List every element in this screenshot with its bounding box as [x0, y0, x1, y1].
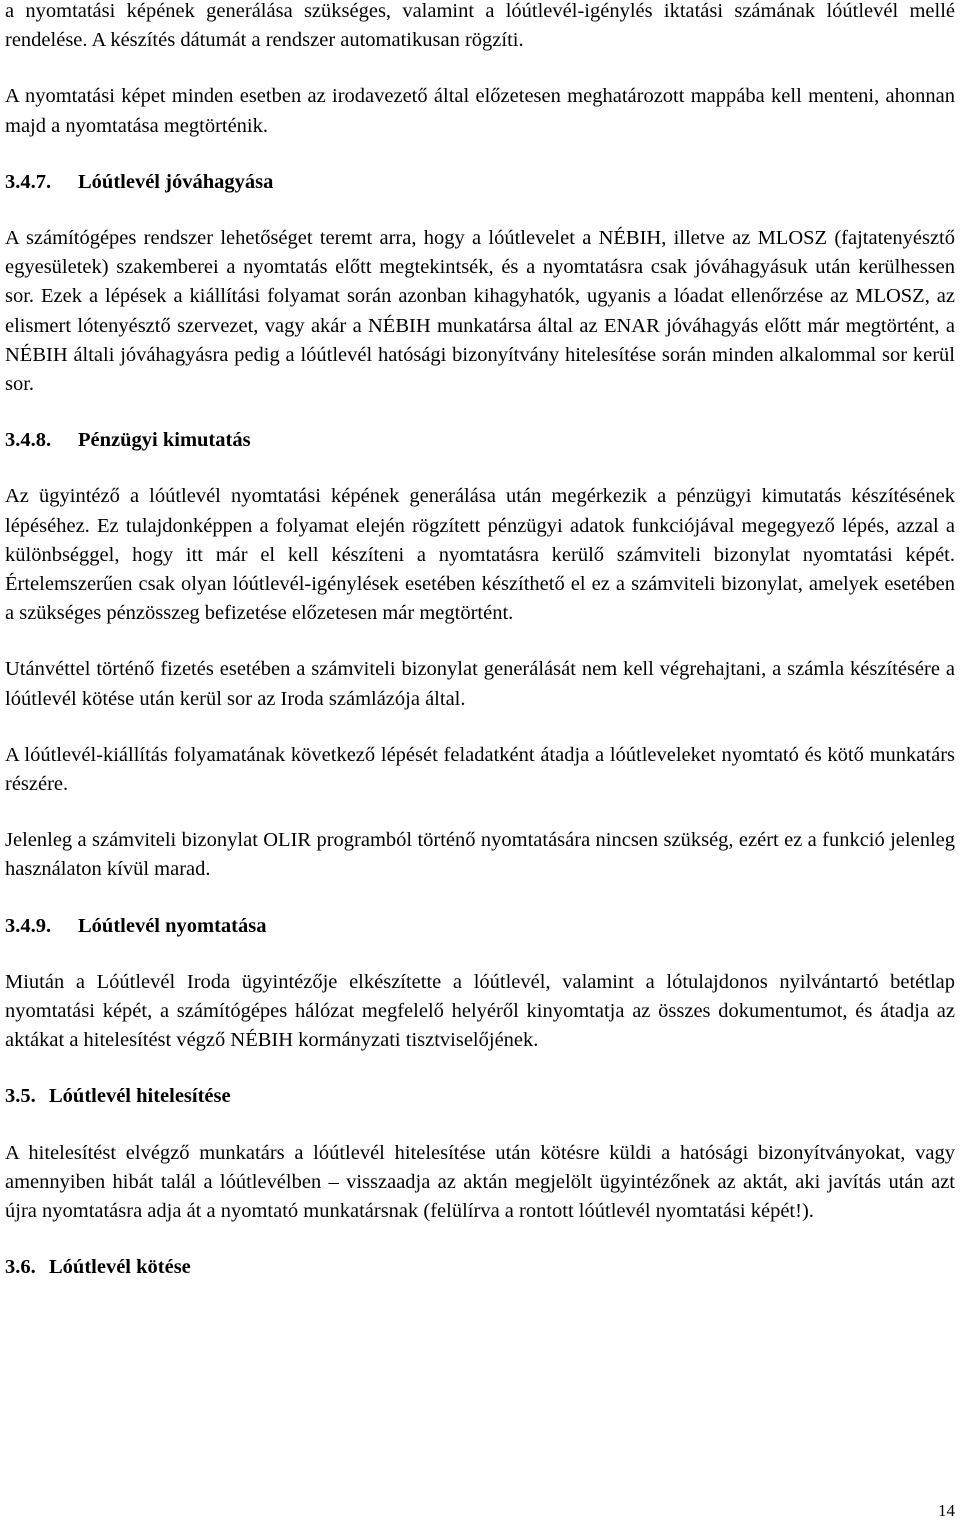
section-heading-3-5	[5, 1082, 955, 1111]
section-number: 3.4.9.	[5, 914, 52, 937]
page-content	[5, 0, 955, 1283]
paragraph-3-4-9: Miután a Lóútlevél Iroda ügyintézője elkészítette a lóútlevél, valamint a lótulajdonos nyilvántartó betétlap nyomtatási képét, a számítógépes hálózat megfelelő helyéről kinyomtatja az összes dokumentumot, és átadja az aktákat a hitelesítést végző NÉBIH kormányzati tisztviselőjének.	[5, 970, 955, 1052]
section-heading-3-4-7	[5, 168, 955, 197]
section-title: Pénzügyi kimutatás	[78, 429, 251, 452]
paragraph-intro-2: A nyomtatási képet minden esetben az irodavezető által előzetesen meghatározott mappába kell menteni, ahonnan majd a nyomtatása megtörténik.	[5, 85, 955, 137]
section-number: 3.4.7.	[5, 170, 52, 193]
paragraph-3-4-8-3: A lóútlevél-kiállítás folyamatának következő lépését feladatként átadja a lóútleveleket nyomtató és kötő munkatárs részére.	[5, 743, 955, 796]
paragraph-3-4-7: A számítógépes rendszer lehetőséget teremt arra, hogy a lóútlevelet a NÉBIH, illetve az MLOSZ (fajtatenyésztő egyesületek) szakemberei a nyomtatás előtt megtekintsék, és a nyomtatásra csak jóváhagyásuk után kerülhessen sor. Ezek a lépések a kiállítási folyamat során azonban kihagyhatók, ugyanis a lóadat ellenőrzése az MLOSZ, az elismert lótenyésztő szervezet, vagy akár a NÉBIH munkatársa által az ENAR jóváhagyás előtt már megtörtént, a NÉBIH általi jóváhagyásra pedig a lóútlevél hatósági bizonyítvány hitelesítése során minden alkalommal sor kerül sor.	[5, 227, 955, 396]
paragraph-3-4-8-1: Az ügyintéző a lóútlevél nyomtatási képének generálása után megérkezik a pénzügyi kimutatás készítésének lépéséhez. Ez tulajdonképpen a folyamat elején rögzített pénzügyi adatok funkciójával megegyező lépés, azzal a különbséggel, hogy itt már el kell készíteni a nyomtatásra kerülő számviteli bizonylat nyomtatási képét. Értelemszerűen csak olyan lóútlevél-igénylések esetében készíthető el ez a számviteli bizonylat, amelyek esetében a szükséges pénzösszeg befizetése előzetesen már megtörtént.	[5, 485, 955, 625]
section-number: 3.6.	[5, 1256, 36, 1279]
section-heading-3-4-8	[5, 426, 955, 455]
section-number: 3.5.	[5, 1085, 36, 1108]
page-number: 14	[938, 1501, 955, 1520]
section-title: Lóútlevél nyomtatása	[78, 914, 267, 937]
paragraph-3-4-8-4: Jelenleg a számviteli bizonylat OLIR programból történő nyomtatására nincsen szükség, ezért ez a funkció jelenleg használaton kívül marad.	[5, 829, 955, 881]
section-title: Lóútlevél kötése	[49, 1256, 191, 1279]
paragraph-3-5: A hitelesítést elvégző munkatárs a lóútlevél hitelesítése után kötésre küldi a hatósági bizonyítványokat, vagy amennyiben hibát talál a lóútlevélben – visszaadja az aktán megjelölt ügyintézőnek az aktát, aki javítás után azt újra nyomtatásra adja át a nyomtató munkatársnak (felülírva a rontott lóútlevél nyomtatási képét!).	[5, 1141, 955, 1223]
section-heading-3-4-9	[5, 912, 955, 941]
section-heading-3-6	[5, 1253, 955, 1282]
section-title: Lóútlevél hitelesítése	[49, 1085, 231, 1108]
section-title: Lóútlevél jóváhagyása	[78, 170, 274, 193]
section-number: 3.4.8.	[5, 429, 52, 452]
paragraph-3-4-8-2: Utánvéttel történő fizetés esetében a számviteli bizonylat generálását nem kell végrehajtani, a számla készítésére a lóútlevél kötése után kerül sor az Iroda számlázója által.	[5, 658, 955, 710]
paragraph-intro-1: a nyomtatási képének generálása szükséges, valamint a lóútlevél-igénylés iktatási számának lóútlevél mellé rendelése. A készítés dátumát a rendszer automatikusan rögzíti.	[5, 0, 955, 52]
